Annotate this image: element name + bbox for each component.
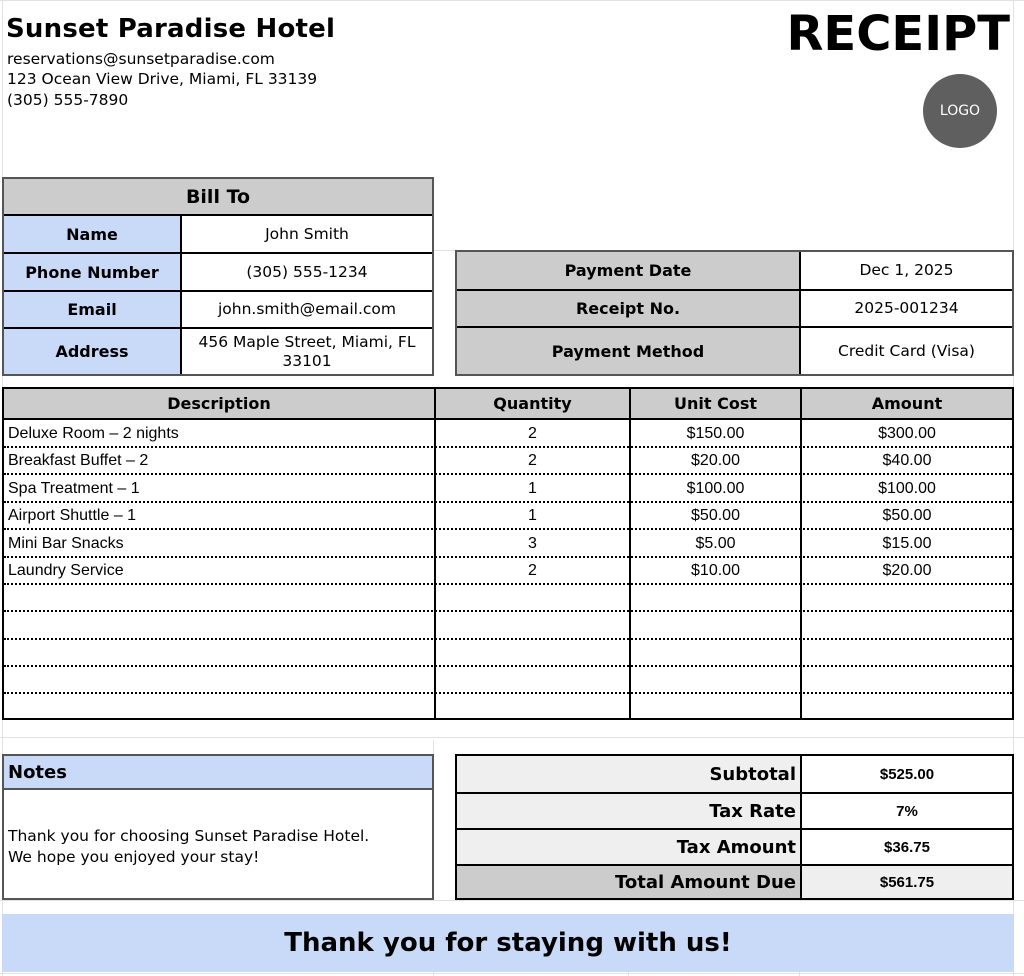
- payment-date-value: Dec 1, 2025: [801, 252, 1012, 289]
- table-row-description: Spa Treatment – 1: [8, 479, 140, 497]
- bill-to-email-value: john.smith@email.com: [182, 292, 432, 327]
- payment-date-label: Payment Date: [457, 252, 799, 289]
- notes-heading: Notes: [4, 756, 432, 790]
- tax-amount-label: Tax Amount: [457, 830, 800, 864]
- column-header-unit-cost: Unit Cost: [631, 389, 800, 418]
- tax-rate-label: Tax Rate: [457, 794, 800, 828]
- table-row-amount: $40.00: [882, 451, 932, 469]
- hotel-phone: (305) 555-7890: [7, 91, 129, 109]
- table-row-unit-cost: $100.00: [686, 479, 745, 497]
- table-row-unit-cost: $150.00: [686, 424, 745, 442]
- table-row-quantity: 1: [528, 479, 537, 497]
- table-row-unit-cost: $50.00: [691, 506, 740, 524]
- table-row-amount: $50.00: [882, 506, 932, 524]
- bill-to-name-label: Name: [4, 216, 180, 252]
- table-row-description: Laundry Service: [8, 561, 124, 579]
- column-header-amount: Amount: [802, 389, 1012, 418]
- hotel-email: reservations@sunsetparadise.com: [7, 50, 275, 68]
- column-header-description: Description: [4, 389, 434, 418]
- thank-you-banner: Thank you for staying with us!: [2, 914, 1014, 972]
- payment-method-value: Credit Card (Visa): [801, 328, 1012, 374]
- bill-to-address-value: 456 Maple Street, Miami, FL 33101: [182, 329, 432, 374]
- bill-to-email-label: Email: [4, 292, 180, 327]
- table-row-quantity: 2: [528, 451, 537, 469]
- table-row-unit-cost: $5.00: [695, 534, 736, 552]
- table-row-unit-cost: $20.00: [691, 451, 740, 469]
- bill-to-address-label: Address: [4, 329, 180, 374]
- items-table: [2, 387, 1014, 720]
- table-row-description: Breakfast Buffet – 2: [8, 451, 149, 469]
- table-row-quantity: 2: [528, 424, 537, 442]
- receipt-no-value: 2025-001234: [801, 291, 1012, 326]
- logo-placeholder: [923, 74, 997, 148]
- table-row-amount: $100.00: [878, 479, 936, 497]
- table-row-amount: $15.00: [882, 534, 932, 552]
- table-row-amount: $300.00: [878, 424, 936, 442]
- subtotal-label: Subtotal: [457, 756, 800, 792]
- bill-to-name-value: John Smith: [182, 216, 432, 252]
- payment-method-label: Payment Method: [457, 328, 799, 374]
- receipt-no-label: Receipt No.: [457, 291, 799, 326]
- hotel-address: 123 Ocean View Drive, Miami, FL 33139: [7, 70, 318, 88]
- bill-to-phone-label: Phone Number: [4, 254, 180, 290]
- tax-rate-value: 7%: [802, 794, 1012, 828]
- table-row-description: Deluxe Room – 2 nights: [8, 424, 179, 442]
- total-due-label: Total Amount Due: [457, 866, 800, 898]
- table-row-description: Airport Shuttle – 1: [8, 506, 137, 524]
- bill-to-heading: Bill To: [4, 179, 432, 214]
- table-row-quantity: 1: [528, 506, 537, 524]
- table-row-quantity: 2: [528, 561, 537, 579]
- table-row-unit-cost: $10.00: [691, 561, 740, 579]
- logo-text: LOGO: [939, 103, 981, 119]
- bill-to-phone-value: (305) 555-1234: [182, 254, 432, 290]
- table-row-quantity: 3: [528, 534, 537, 552]
- notes-section: [2, 754, 434, 900]
- payment-section: [455, 250, 1014, 376]
- table-row-description: Mini Bar Snacks: [8, 534, 124, 552]
- notes-text: [8, 826, 369, 868]
- column-header-quantity: Quantity: [436, 389, 629, 418]
- table-row-amount: $20.00: [882, 561, 932, 579]
- notes-line-1: Thank you for choosing Sunset Paradise Hotel.: [8, 827, 370, 845]
- totals-section: [455, 754, 1014, 900]
- receipt-title: RECEIPT: [786, 6, 1010, 62]
- tax-amount-value: $36.75: [802, 830, 1012, 864]
- total-due-value: $561.75: [802, 866, 1012, 898]
- notes-line-2: We hope you enjoyed your stay!: [8, 848, 260, 866]
- hotel-name: Sunset Paradise Hotel: [6, 14, 336, 44]
- bill-to-section: [2, 177, 434, 376]
- subtotal-value: $525.00: [802, 756, 1012, 792]
